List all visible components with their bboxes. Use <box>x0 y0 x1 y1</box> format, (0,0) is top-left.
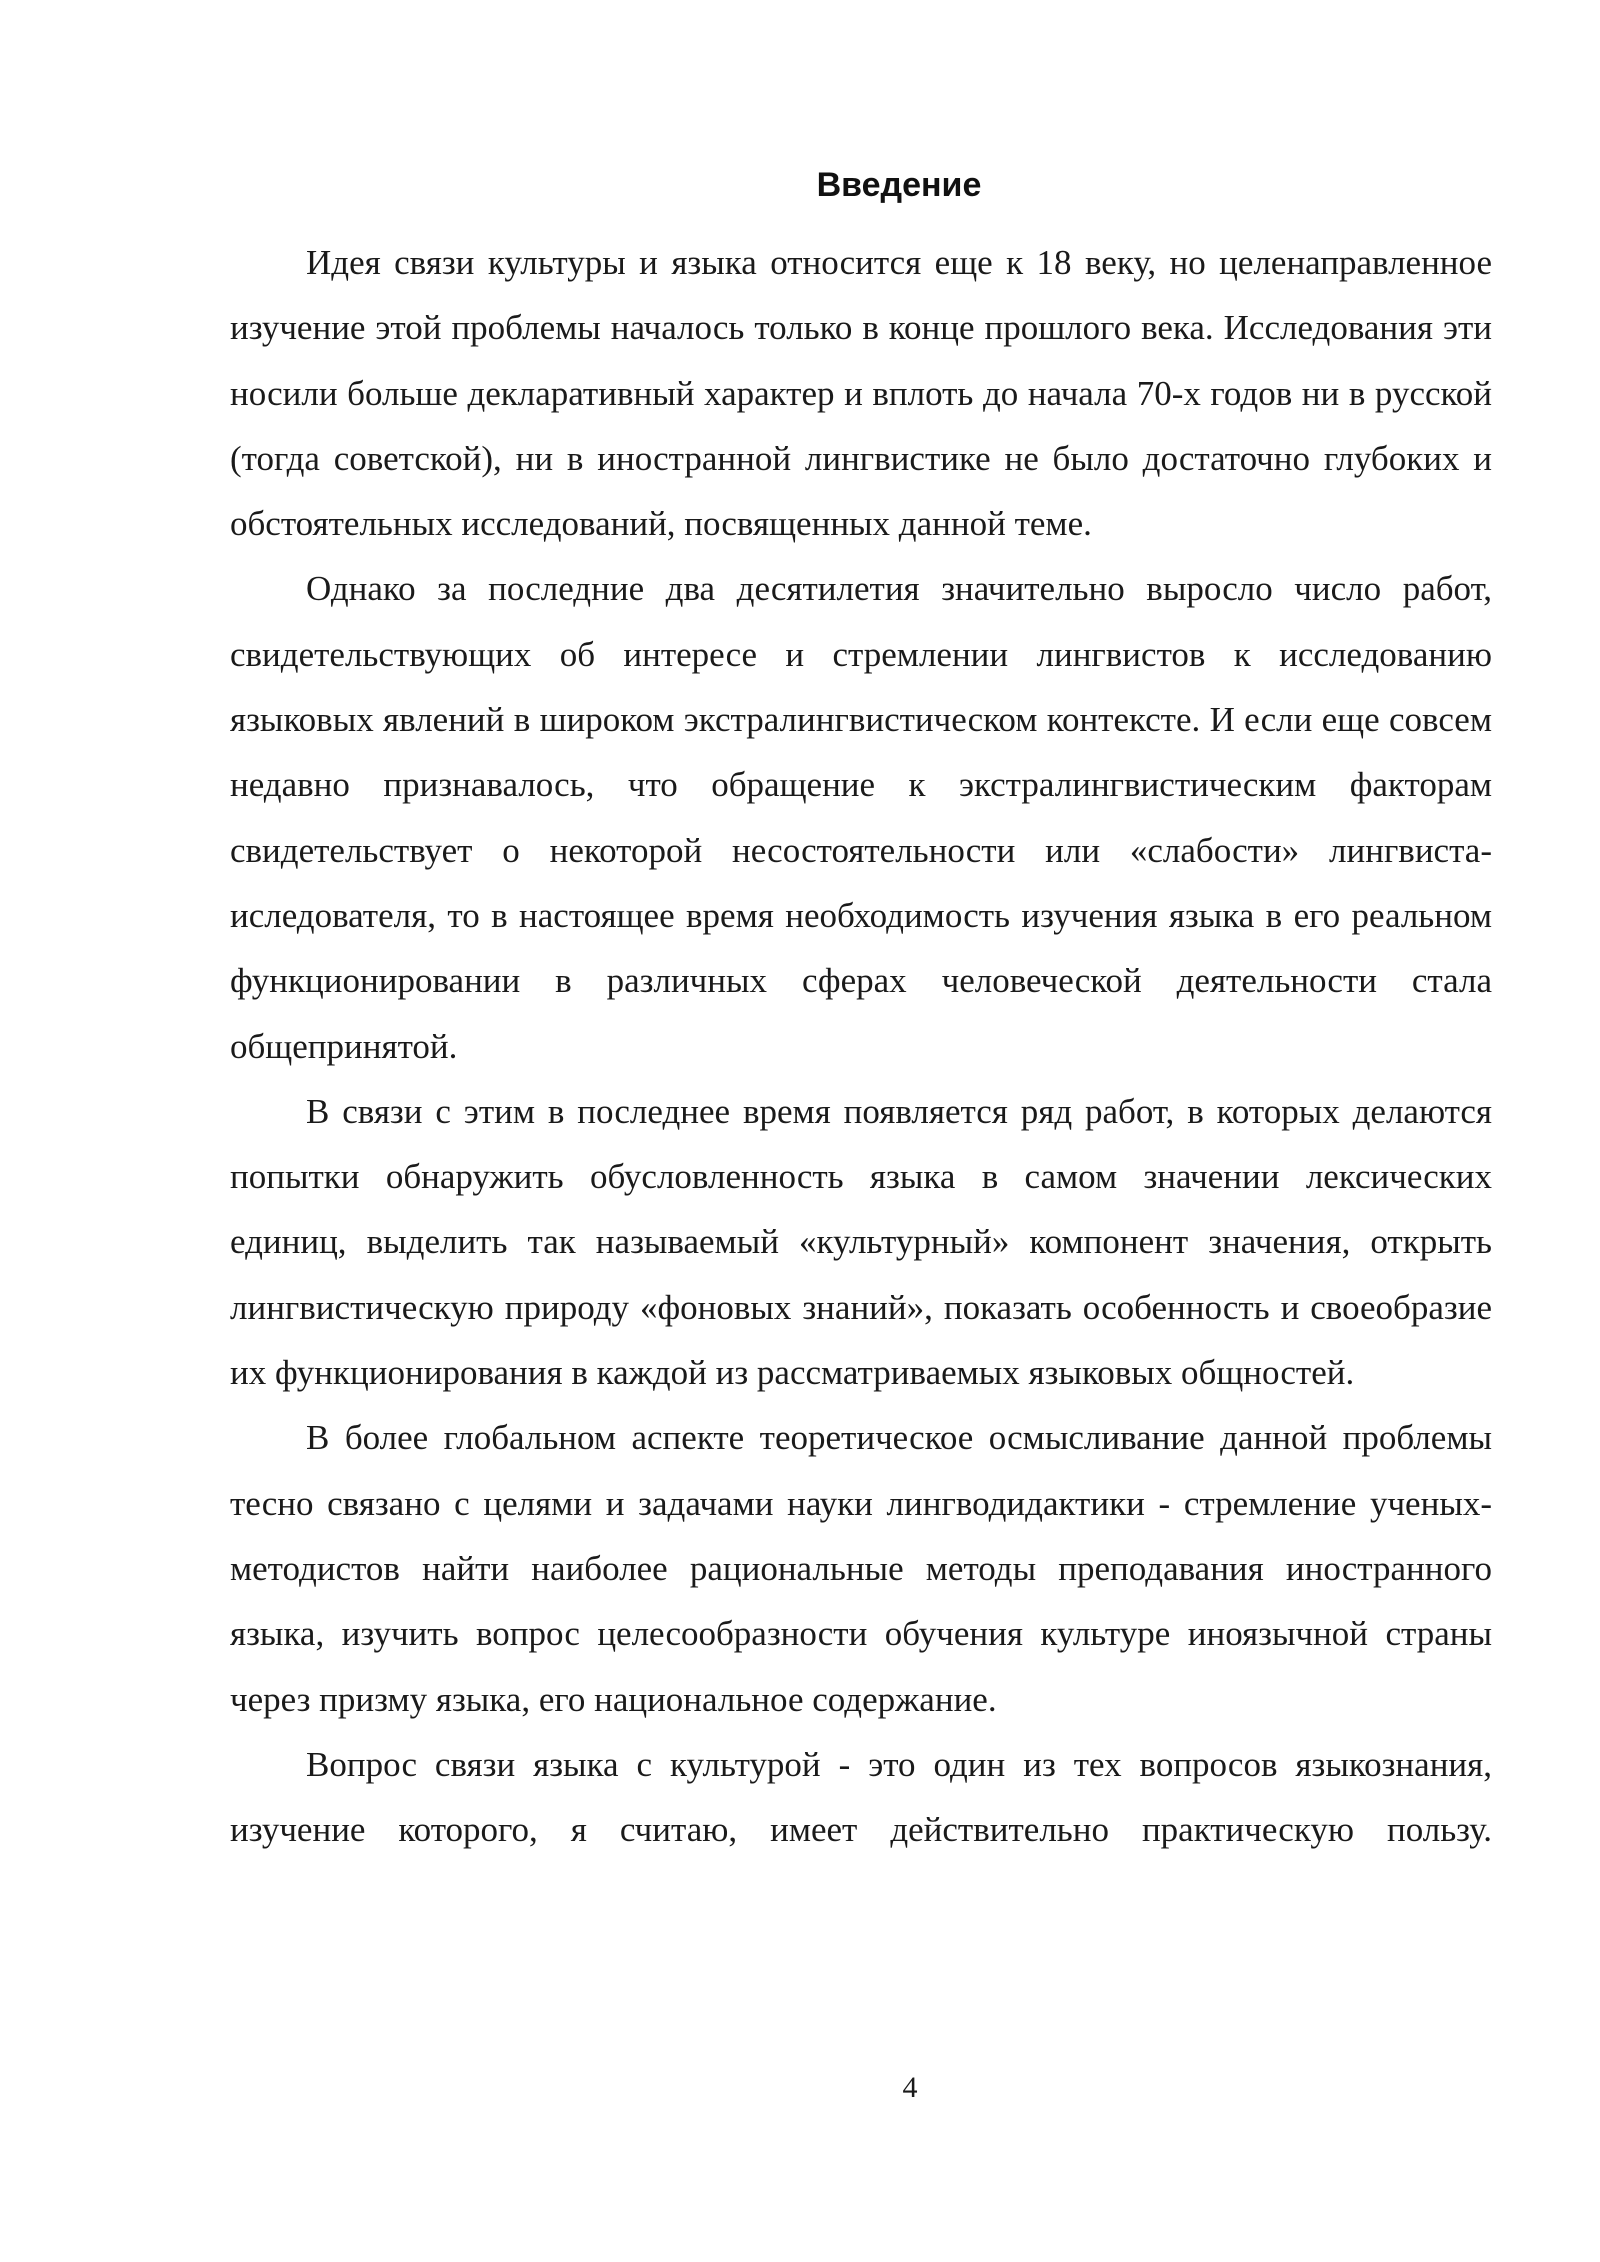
paragraph-4: В более глобальном аспекте теоретическое осмысливание данной проблемы тесно связано с целями и задачами науки лингводидактики - стремление ученых-методистов найти наиболее рациональные методы преподавания иностранного языка, изучить вопрос целесообразности обучения культуре иноязычной страны через призму языка, его национальное содержание. <box>230 1418 1492 1719</box>
paragraph-2: Однако за последние два десятилетия значительно выросло число работ, свидетельствующих об интересе и стремлении лингвистов к исследованию языковых явлений в широком экстралингвистическом контексте. И если еще совсем недавно признавалось, что обращение к экстралингвистическим факторам свидетельствует о некоторой несостоятельности или «слабости» лингвиста-иследователя, то в настоящее время необходимость изучения языка в его реальном функционировании в различных сферах человеческой деятельности стала общепринятой. <box>230 569 1492 1066</box>
paragraph-1: Идея связи культуры и языка относится еще к 18 веку, но целенаправленное изучение этой проблемы началось только в конце прошлого века. Исследования эти носили больше декларативный характер и вплоть до начала 70-х годов ни в русской (тогда советской), ни в иностранной лингвистике не было достаточно глубоких и обстоятельных исследований, посвященных данной теме. <box>230 243 1492 544</box>
page-number: 4 <box>902 2071 918 2104</box>
paragraph-5: Вопрос связи языка с культурой - это один из тех вопросов языкознания, изучение которого, я считаю, имеет действительно практическую пользу. <box>230 1744 1492 1850</box>
page-title: Введение <box>816 166 982 204</box>
body-text <box>230 230 1492 1862</box>
paragraph-3: В связи с этим в последнее время появляется ряд работ, в которых делаются попытки обнаружить обусловленность языка в самом значении лексических единиц, выделить так называемый «культурный» компонент значения, открыть лингвистическую природу «фоновых знаний», показать особенность и своеобразие их функционирования в каждой из рассматриваемых языковых общностей. <box>230 1091 1492 1393</box>
